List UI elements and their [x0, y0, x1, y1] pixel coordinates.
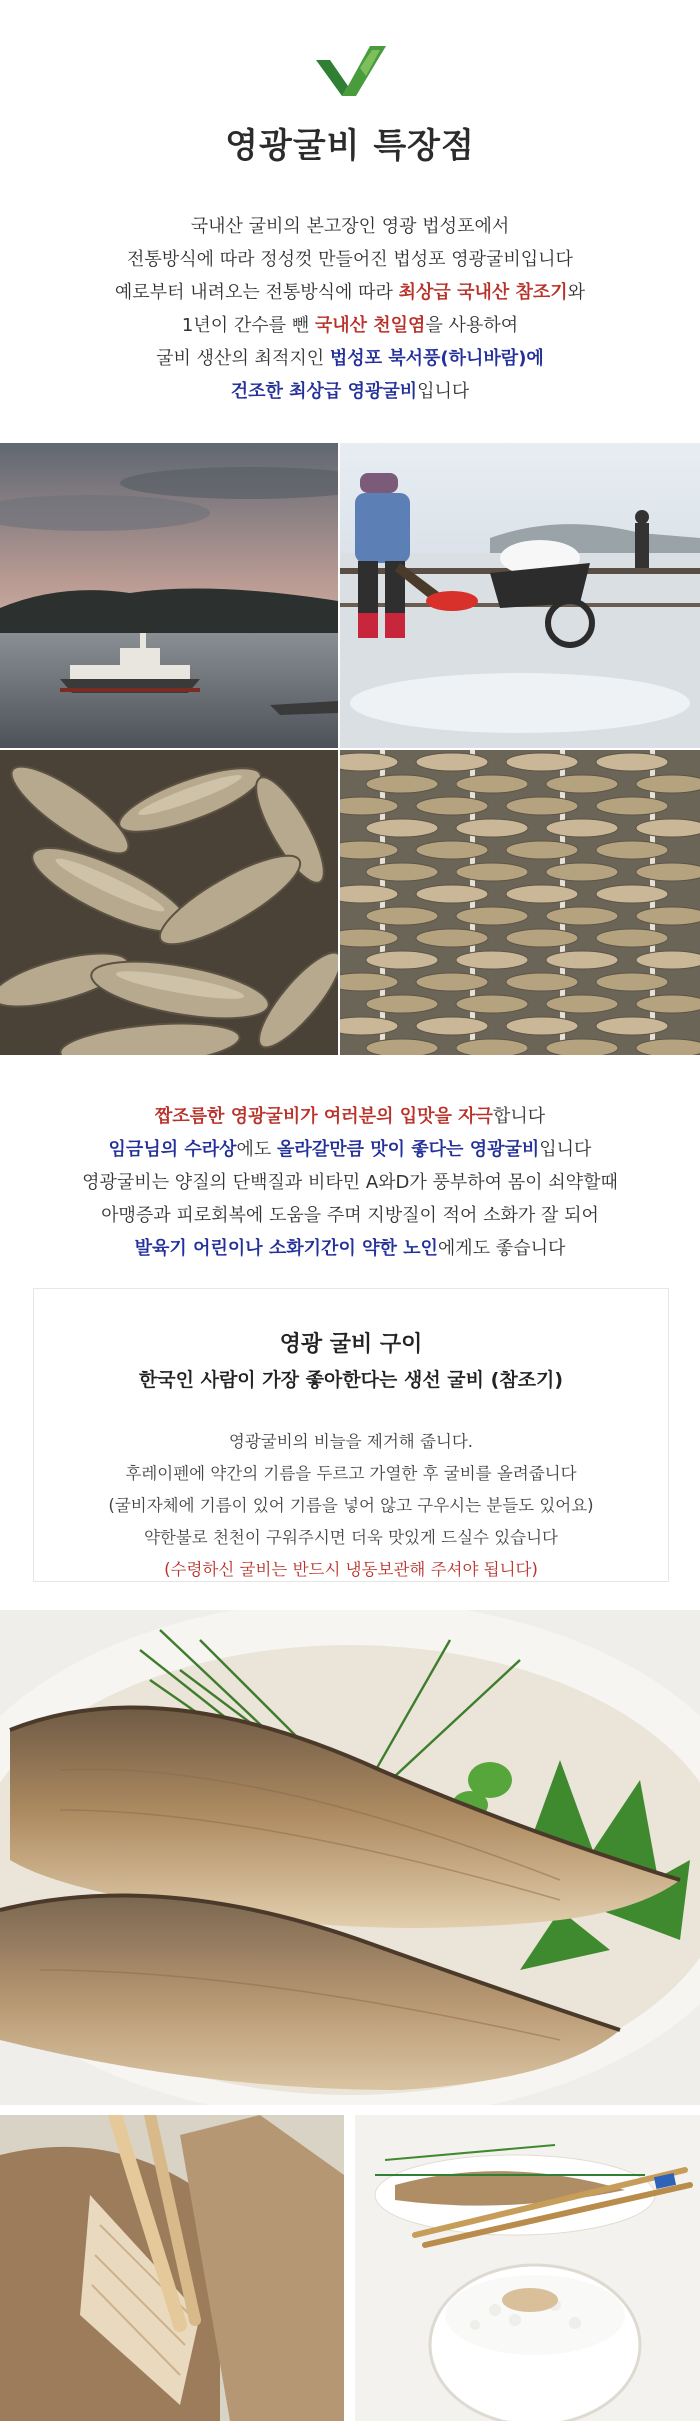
recipe-title: 영광 굴비 구이 [279, 1332, 423, 1357]
intro-line-4: 1년이 간수를 뺀 국내산 천일염을 사용하여 [181, 315, 519, 336]
intro-line-2: 전통방식에 따라 정성껏 만들어진 법성포 영광굴비입니다 [127, 249, 573, 270]
highlight-audience: 발육기 어린이나 소화기간이 약한 노인 [134, 1238, 438, 1259]
recipe-subtitle: 한국인 사람이 가장 좋아한다는 생선 굴비 (참조기) [138, 1369, 564, 1391]
photo-grid [0, 443, 700, 1055]
intro-line-6: 건조한 최상급 영광굴비입니다 [230, 381, 470, 402]
highlight-salt: 국내산 천일염 [314, 315, 426, 336]
highlight-delicious: 올라갈만큼 맛이 좋다는 영광굴비 [277, 1139, 540, 1160]
grilled-croaker-plate-photo [0, 1610, 700, 2105]
recipe-steps [34, 1426, 668, 1586]
recipe-step-2: 후레이펜에 약간의 기름을 두르고 가열한 후 굴비를 올려줍니다 [125, 1464, 577, 1483]
croaker-flesh-chopsticks-photo [0, 2115, 344, 2421]
recipe-card [33, 1288, 669, 1582]
intro-line-5: 굴비 생산의 최적지인 법성포 북서풍(하니바람)에 [156, 348, 544, 369]
highlight-wind: 법성포 북서풍(하니바람)에 [329, 348, 544, 369]
intro-line-3: 예로부터 내려오는 전통방식에 따라 최상급 국내산 참조기와 [114, 282, 586, 303]
recipe-step-3: (굴비자체에 기름이 있어 기름을 넣어 않고 구우시는 분들도 있어요) [108, 1496, 594, 1515]
benefits-line-2: 임금님의 수라상에도 올라갈만큼 맛이 좋다는 영광굴비입니다 [108, 1139, 592, 1160]
fishing-boat-sunset-photo [0, 443, 338, 748]
benefits-line-4: 아맹증과 피로회복에 도움을 주며 지방질이 적어 소화가 잘 되어 [101, 1205, 599, 1226]
hanging-croaker-rows-photo [340, 750, 700, 1055]
highlight-croaker: 최상급 국내산 참조기 [398, 282, 568, 303]
salt-field-worker-photo [340, 443, 700, 748]
benefits-line-1: 짭조름한 영광굴비가 여러분의 입맛을 자극합니다 [154, 1106, 546, 1127]
recipe-step-1: 영광굴비의 비늘을 제거해 줍니다. [228, 1432, 474, 1451]
recipe-step-4: 약한불로 천천이 구워주시면 더욱 맛있게 드실수 있습니다 [143, 1528, 558, 1547]
benefits-text [0, 1100, 700, 1265]
highlight-best: 건조한 최상급 영광굴비 [230, 381, 418, 402]
highlight-taste: 짭조름한 영광굴비가 여러분의 입맛을 자극 [154, 1106, 493, 1127]
leaf-logo-icon [316, 46, 386, 96]
dried-croaker-pile-photo [0, 750, 338, 1055]
page-title: 영광굴비 특장점 [225, 126, 475, 166]
intro-line-1: 국내산 굴비의 본고장인 영광 법성포에서 [190, 216, 510, 237]
highlight-royal: 임금님의 수라상 [108, 1139, 237, 1160]
storage-warning: (수령하신 굴비는 반드시 냉동보관해 주셔야 됩니다) [164, 1560, 538, 1579]
benefits-line-5: 발육기 어린이나 소화기간이 약한 노인에게도 좋습니다 [134, 1238, 566, 1259]
intro-text [0, 210, 700, 408]
benefits-line-3: 영광굴비는 양질의 단백질과 비타민 A와D가 풍부하여 몸이 쇠약할때 [82, 1172, 618, 1193]
croaker-with-rice-photo [355, 2115, 700, 2421]
